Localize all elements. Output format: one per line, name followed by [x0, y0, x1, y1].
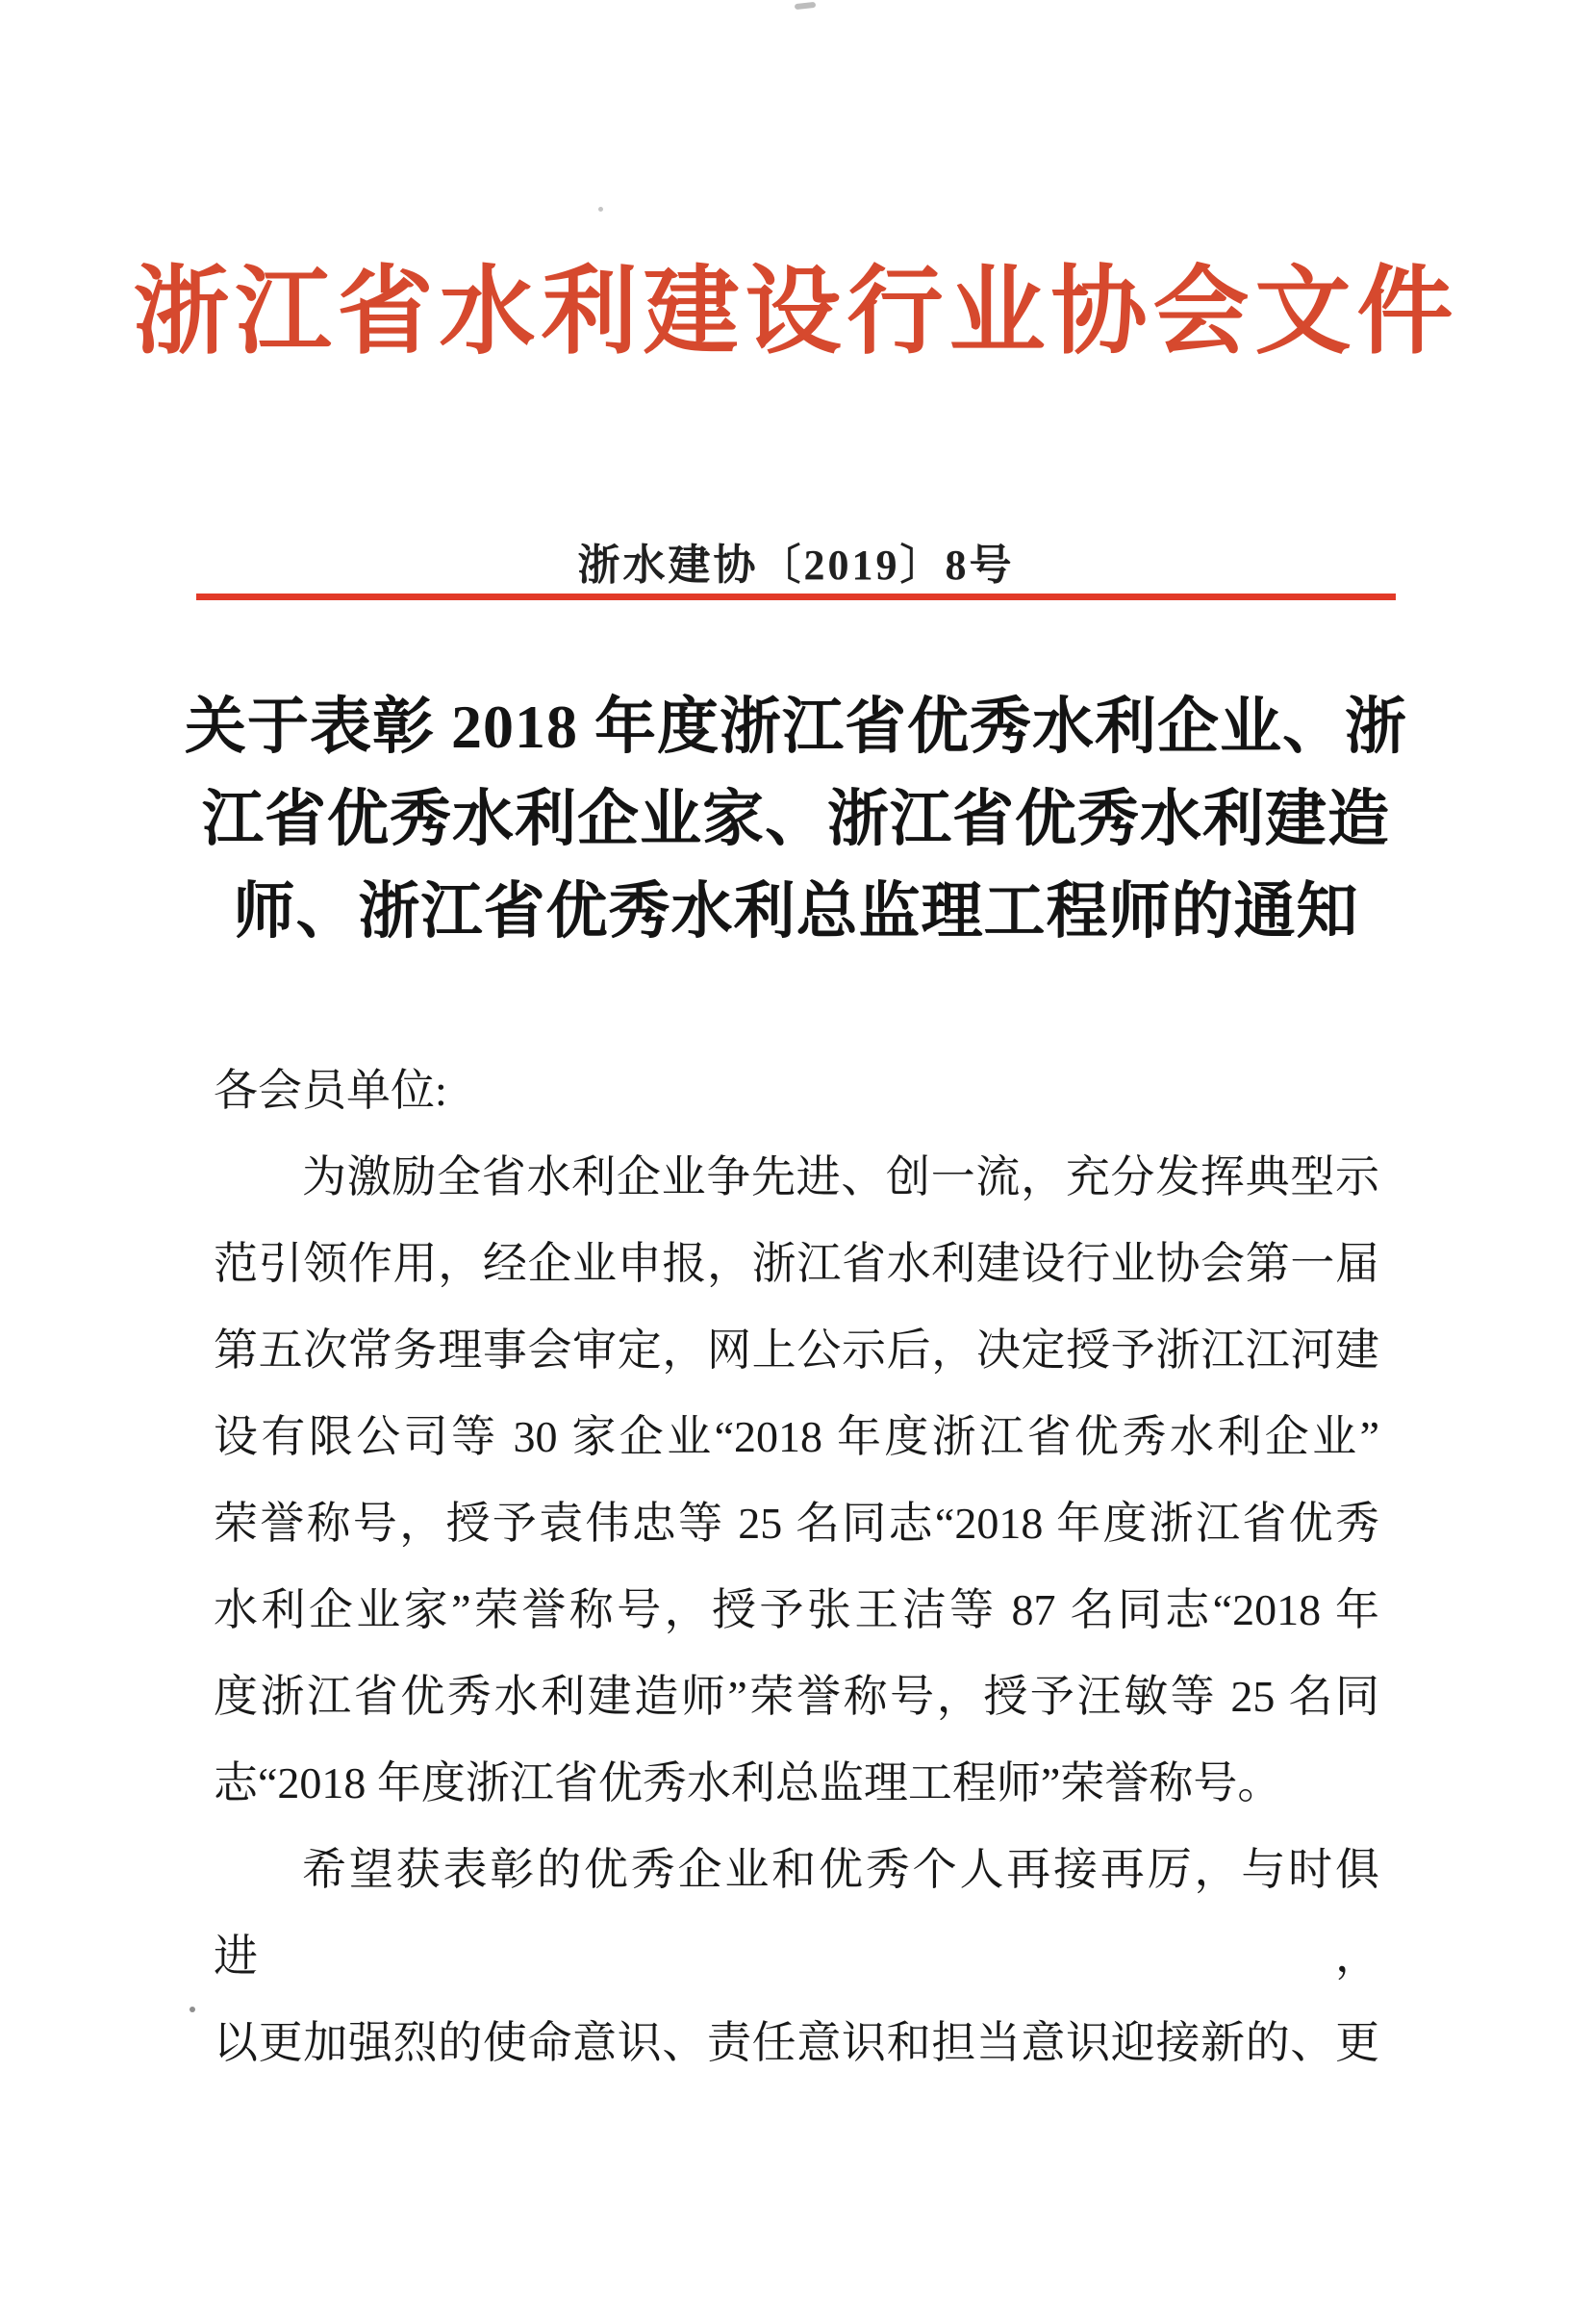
body-line: 荣誉称号，授予袁伟忠等 25 名同志“2018 年度浙江省优秀: [214, 1499, 1379, 1548]
body-line: 设有限公司等 30 家企业“2018 年度浙江省优秀水利企业”: [214, 1412, 1379, 1461]
document-number: 浙水建协〔2019〕8号: [577, 542, 1015, 589]
body-line: 范引领作用，经企业申报，浙江省水利建设行业协会第一届: [214, 1239, 1379, 1288]
scan-artifact-dot: [190, 2007, 195, 2012]
scan-artifact-dash: [795, 2, 817, 10]
body-line: 为激励全省水利企业争先进、创一流，充分发挥典型示: [302, 1152, 1379, 1201]
notice-body: [214, 1048, 1379, 2086]
notice-title-line-1: 关于表彰 2018 年度浙江省优秀水利企业、浙: [185, 693, 1407, 761]
letterhead-divider-rule: [196, 594, 1396, 600]
body-line: 第五次常务理事会审定，网上公示后，决定授予浙江江河建: [214, 1326, 1379, 1375]
body-line: 水利企业家”荣誉称号，授予张王洁等 87 名同志“2018 年: [214, 1585, 1379, 1634]
letterhead-org-title: 浙江省水利建设行业协会文件: [133, 259, 1459, 366]
scan-artifact-dot: [598, 207, 603, 212]
body-line: 以更加强烈的使命意识、责任意识和担当意识迎接新的、更: [214, 2018, 1379, 2067]
body-line: 度浙江省优秀水利建造师”荣誉称号，授予汪敏等 25 名同: [214, 1672, 1379, 1721]
body-line: 希望获表彰的优秀企业和优秀个人再接再厉，与时俱进，: [214, 1845, 1379, 1981]
body-line: 志“2018 年度浙江省优秀水利总监理工程师”荣誉称号。: [214, 1758, 1282, 1807]
notice-title: [0, 681, 1592, 958]
notice-title-line-3: 师、浙江省优秀水利总监理工程师的通知: [233, 877, 1359, 946]
salutation: 各会员单位:: [214, 1066, 447, 1115]
notice-title-line-2: 江省优秀水利企业家、浙江省优秀水利建造: [202, 785, 1390, 853]
